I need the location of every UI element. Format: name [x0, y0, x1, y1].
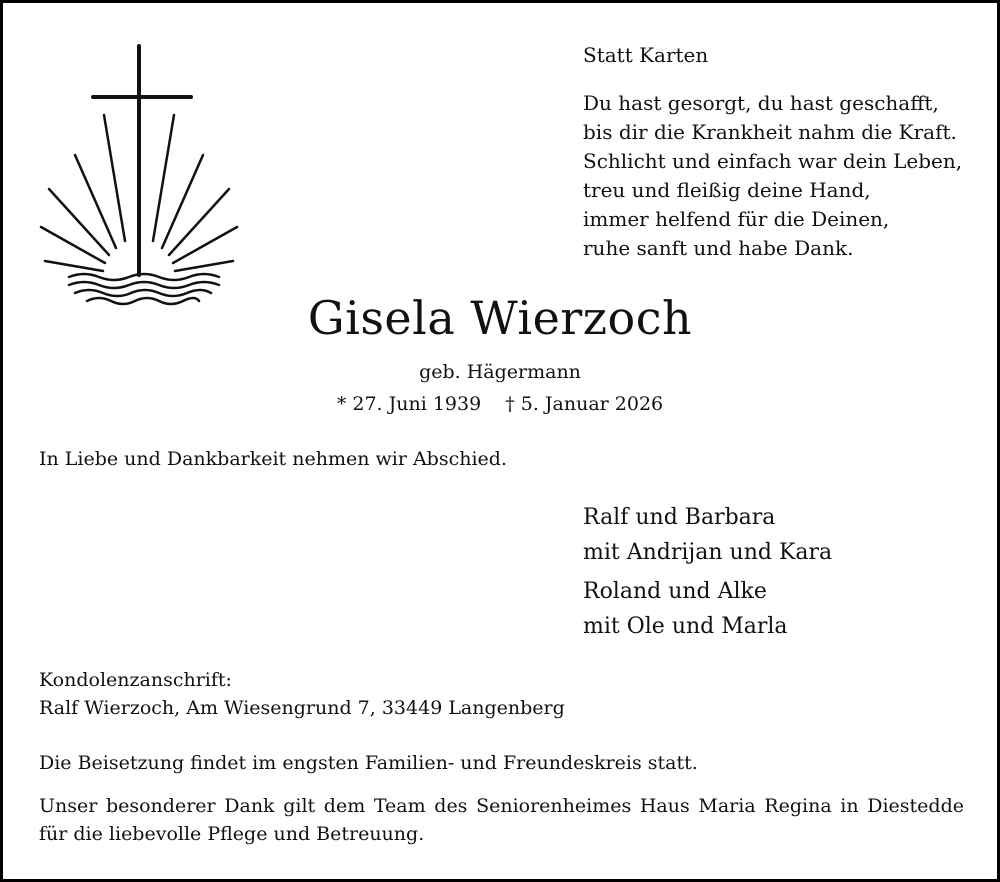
thanks-note: Unser besonderer Dank gilt dem Team des Seniorenheimes Haus Maria Regina in Diestedde für die liebevolle Pflege und Betreuung.: [39, 795, 964, 845]
maiden-name: geb. Hägermann: [419, 361, 581, 383]
deceased-name: Gisela Wierzoch: [307, 291, 693, 345]
mourner-line: Roland und Alke: [583, 579, 767, 604]
condolence-address-block: [39, 666, 565, 722]
cross-sunrise-water-icon: [39, 43, 254, 308]
statt-karten-heading: Statt Karten: [583, 43, 709, 67]
poem-line: ruhe sanft und habe Dank.: [583, 236, 854, 260]
life-dates: [3, 391, 997, 417]
farewell-text: In Liebe und Dankbarkeit nehmen wir Abschied.: [39, 448, 507, 470]
mourner-line: Ralf und Barbara: [583, 505, 776, 530]
poem-line: bis dir die Krankheit nahm die Kraft.: [583, 120, 957, 144]
condolence-address: Ralf Wierzoch, Am Wiesengrund 7, 33449 Langenberg: [39, 697, 565, 719]
poem-line: immer helfend für die Deinen,: [583, 207, 890, 231]
poem-line: treu und fleißig deine Hand,: [583, 178, 871, 202]
poem-line: Du hast gesorgt, du hast geschafft,: [583, 91, 939, 115]
mourner-line: mit Andrijan und Kara: [583, 540, 833, 565]
mourners-list: [583, 500, 832, 644]
mourner-group: [583, 500, 832, 570]
funeral-note: Die Beisetzung findet im engsten Familien- und Freundeskreis statt.: [39, 752, 698, 774]
mourner-group: [583, 574, 832, 644]
memorial-poem: [583, 89, 962, 263]
birth-date: * 27. Juni 1939: [336, 393, 482, 415]
mourner-line: mit Ole und Marla: [583, 614, 788, 639]
condolence-label: Kondolenzanschrift:: [39, 669, 232, 691]
poem-line: Schlicht und einfach war dein Leben,: [583, 149, 963, 173]
death-date: † 5. Januar 2026: [505, 393, 664, 415]
